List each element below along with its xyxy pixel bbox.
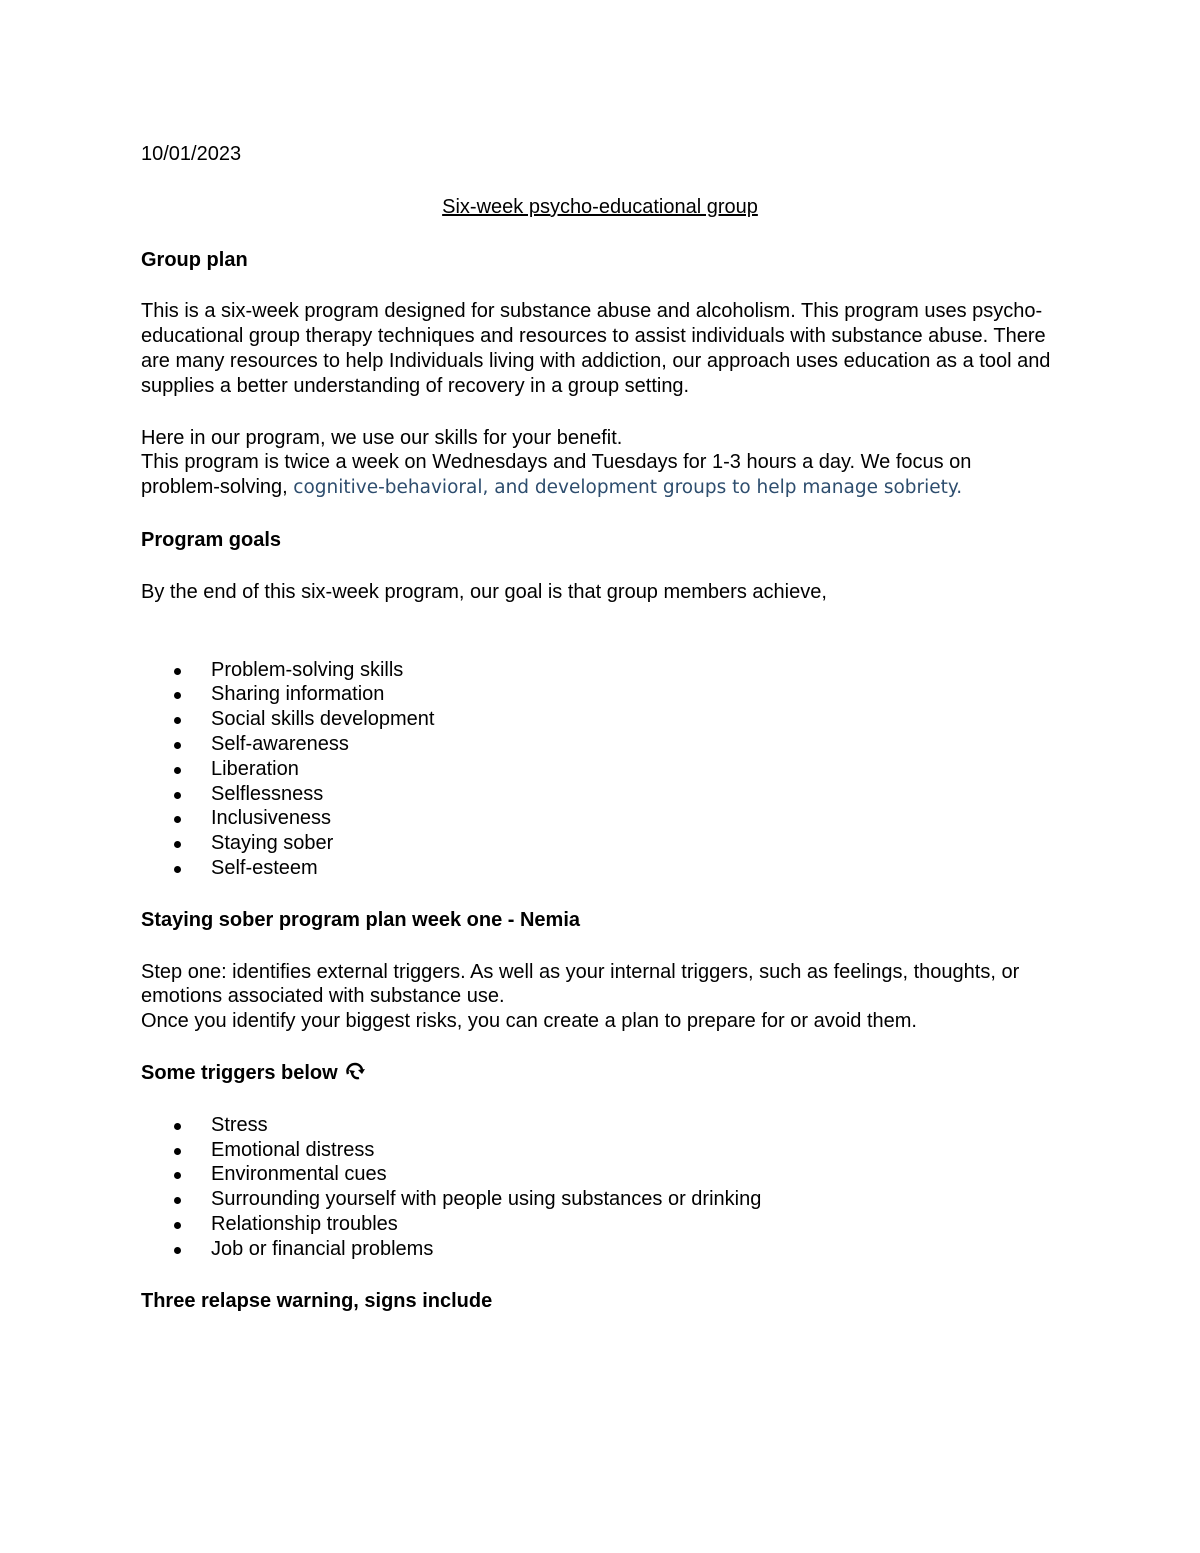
cycle-arrow-icon: [344, 1062, 366, 1082]
plan-line: Once you identify your biggest risks, you can create a plan to prepare for or avoid them.: [141, 1010, 917, 1033]
list-item: Self-awareness: [141, 732, 1051, 757]
list-item: Inclusiveness: [141, 806, 1051, 831]
list-item: Job or financial problems: [141, 1237, 1051, 1262]
list-item: Surrounding yourself with people using substances or drinking: [141, 1187, 1051, 1212]
document-date: 10/01/2023: [141, 143, 242, 165]
program-goals-list: [141, 658, 1051, 881]
list-item: Social skills development: [141, 707, 1051, 732]
list-item: Liberation: [141, 757, 1051, 782]
group-plan-paragraph: This is a six-week program designed for substance abuse and alcoholism. This program uses psycho-educational group therapy techniques and resources to assist individuals with substance abuse. There are many resources to help Individuals living with addiction, our approach uses education as a tool and supplies a better understanding of recovery in a group setting.: [141, 300, 1051, 397]
list-item: Staying sober: [141, 831, 1051, 856]
document-page: [141, 142, 1051, 1313]
list-item: Environmental cues: [141, 1162, 1051, 1187]
list-item: Emotional distress: [141, 1138, 1051, 1163]
document-title: Six-week psycho-educational group: [442, 195, 758, 218]
group-plan-heading: Group plan: [141, 248, 248, 271]
triggers-heading: [141, 1061, 1051, 1086]
schedule-paragraph: [141, 450, 1051, 501]
schedule-blue-text: cognitive-behavioral, and development groups to help manage sobriety.: [293, 477, 963, 499]
triggers-heading-text: Some triggers below: [141, 1061, 338, 1084]
schedule-text: This program is twice a week on Wednesdays and Tuesdays for 1-3 hours a day. We focus on problem-solving,: [141, 451, 972, 499]
list-item: Self-esteem: [141, 856, 1051, 881]
benefit-line: Here in our program, we use our skills for your benefit.: [141, 426, 623, 449]
list-item: Selflessness: [141, 782, 1051, 807]
program-goals-intro: By the end of this six-week program, our goal is that group members achieve,: [141, 580, 827, 603]
list-item: Sharing information: [141, 682, 1051, 707]
list-item: Stress: [141, 1113, 1051, 1138]
step-one-paragraph: Step one: identifies external triggers. As well as your internal triggers, such as feelings, thoughts, or emotions associated with substance use.: [141, 960, 1020, 1008]
program-goals-heading: Program goals: [141, 528, 282, 551]
week-one-heading: Staying sober program plan week one - Nemia: [141, 908, 581, 931]
list-item: Relationship troubles: [141, 1212, 1051, 1237]
list-item: Problem-solving skills: [141, 658, 1051, 683]
relapse-heading: Three relapse warning, signs include: [141, 1289, 493, 1312]
triggers-list: [141, 1113, 1051, 1262]
